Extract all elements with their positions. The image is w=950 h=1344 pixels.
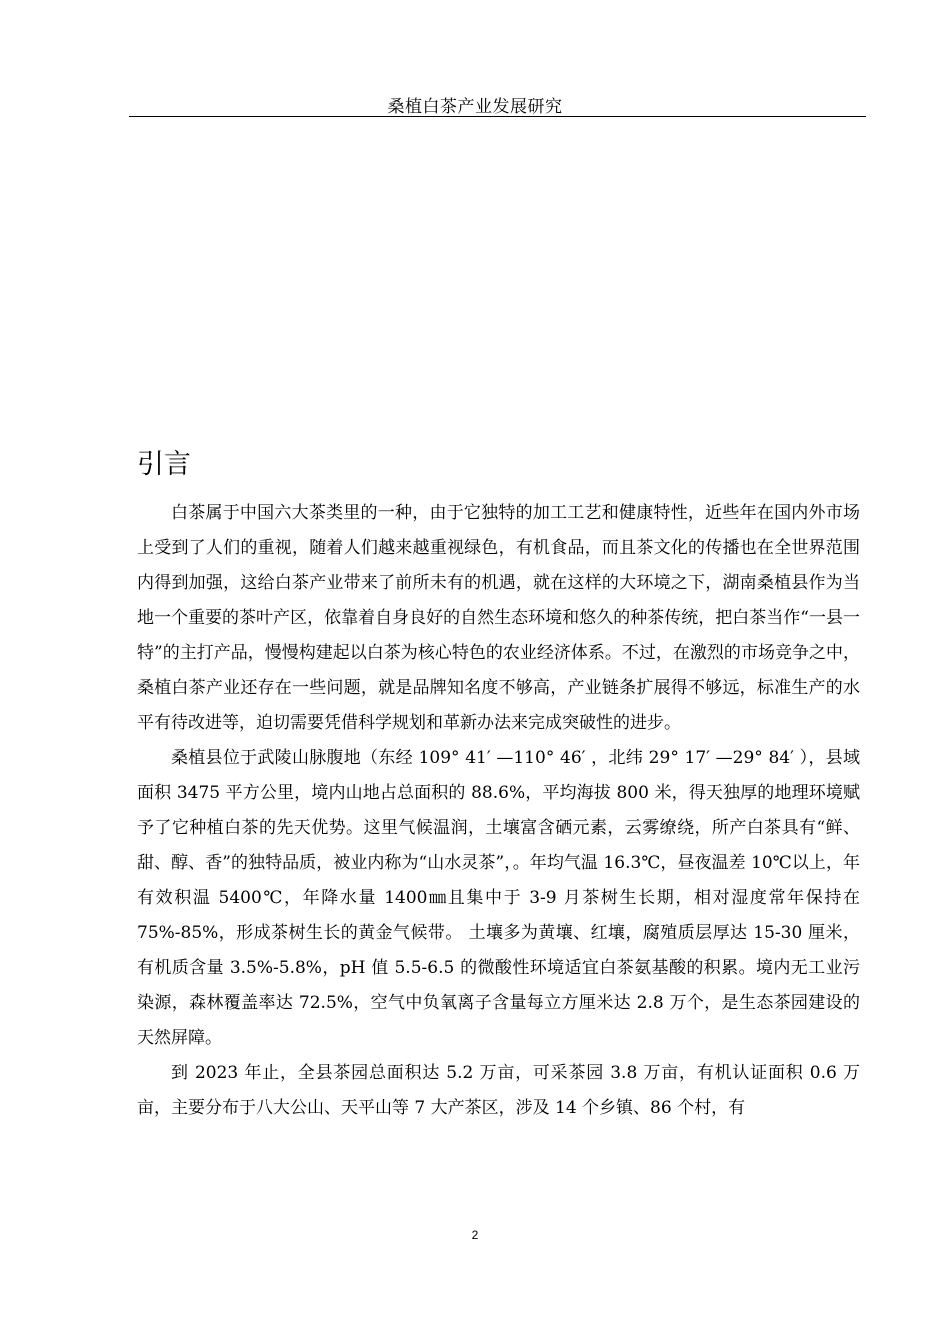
header-divider bbox=[129, 116, 866, 117]
page-number: 2 bbox=[471, 1228, 479, 1242]
paragraph-tea-gardens: 到 2023 年止，全县茶园总面积达 5.2 万亩，可采茶园 3.8 万亩，有机认证面积 0.6 万亩，主要分布于八大公山、天平山等 7 大产茶区，涉及 14 个乡镇、86 个村，有 bbox=[137, 1063, 860, 1118]
paragraph-intro: 白茶属于中国六大茶类里的一种，由于它独特的加工工艺和健康特性，近些年在国内外市场上受到了人们的重视，随着人们越来越重视绿色，有机食品，而且茶文化的传播也在全世界范围内得到加强，这给白茶产业带来了前所未有的机遇，就在这样的大环境之下，湖南桑植县作为当地一个重要的茶叶产区，依靠着自身良好的自然生态环境和悠久的种茶传统，把白茶当作“一县一特”的主打产品，慢慢构建起以白茶为核心特色的农业经济体系。不过，在激烈的市场竞争之中，桑植白茶产业还存在一些问题，就是品牌知名度不够高，产业链条扩展得不够远，标准生产的水平有待改进等，迫切需要凭借科学规划和革新办法来完成突破性的进步。 bbox=[137, 503, 860, 733]
running-header-title: 桑植白茶产业发展研究 bbox=[387, 97, 563, 117]
body-text bbox=[137, 496, 860, 1126]
section-heading: 引言 bbox=[137, 449, 191, 480]
paragraph-geography: 桑植县位于武陵山脉腹地（东经 109° 41′ —110° 46′ ，北纬 29° 17′ —29° 84′ ），县域面积 3475 平方公里，境内山地占总面积的 88.6%，平均海拔 800 米，得天独厚的地理环境赋予了它种植白茶的先天优势。这里气候温润，土壤富含硒元素，云雾缭绕，所产白茶具有“鲜、甜、醇、香”的独特品质，被业内称为“山水灵茶”，。年均气温 16.3℃，昼夜温差 10℃以上，年有效积温 5400℃，年降水量 1400㎜且集中于 3-9 月茶树生长期，相对湿度常年保持在 75%-85%，形成茶树生长的黄金气候带。 土壤多为黄壤、红壤，腐殖质层厚达 15-30 厘米，有机质含量 3.5%-5.8%，pH 值 5.5-6.5 的微酸性环境适宜白茶氨基酸的积累。境内无工业污染源，森林覆盖率达 72.5%，空气中负氧离子含量每立方厘米达 2.8 万个，是生态茶园建设的天然屏障。 bbox=[137, 748, 860, 1048]
